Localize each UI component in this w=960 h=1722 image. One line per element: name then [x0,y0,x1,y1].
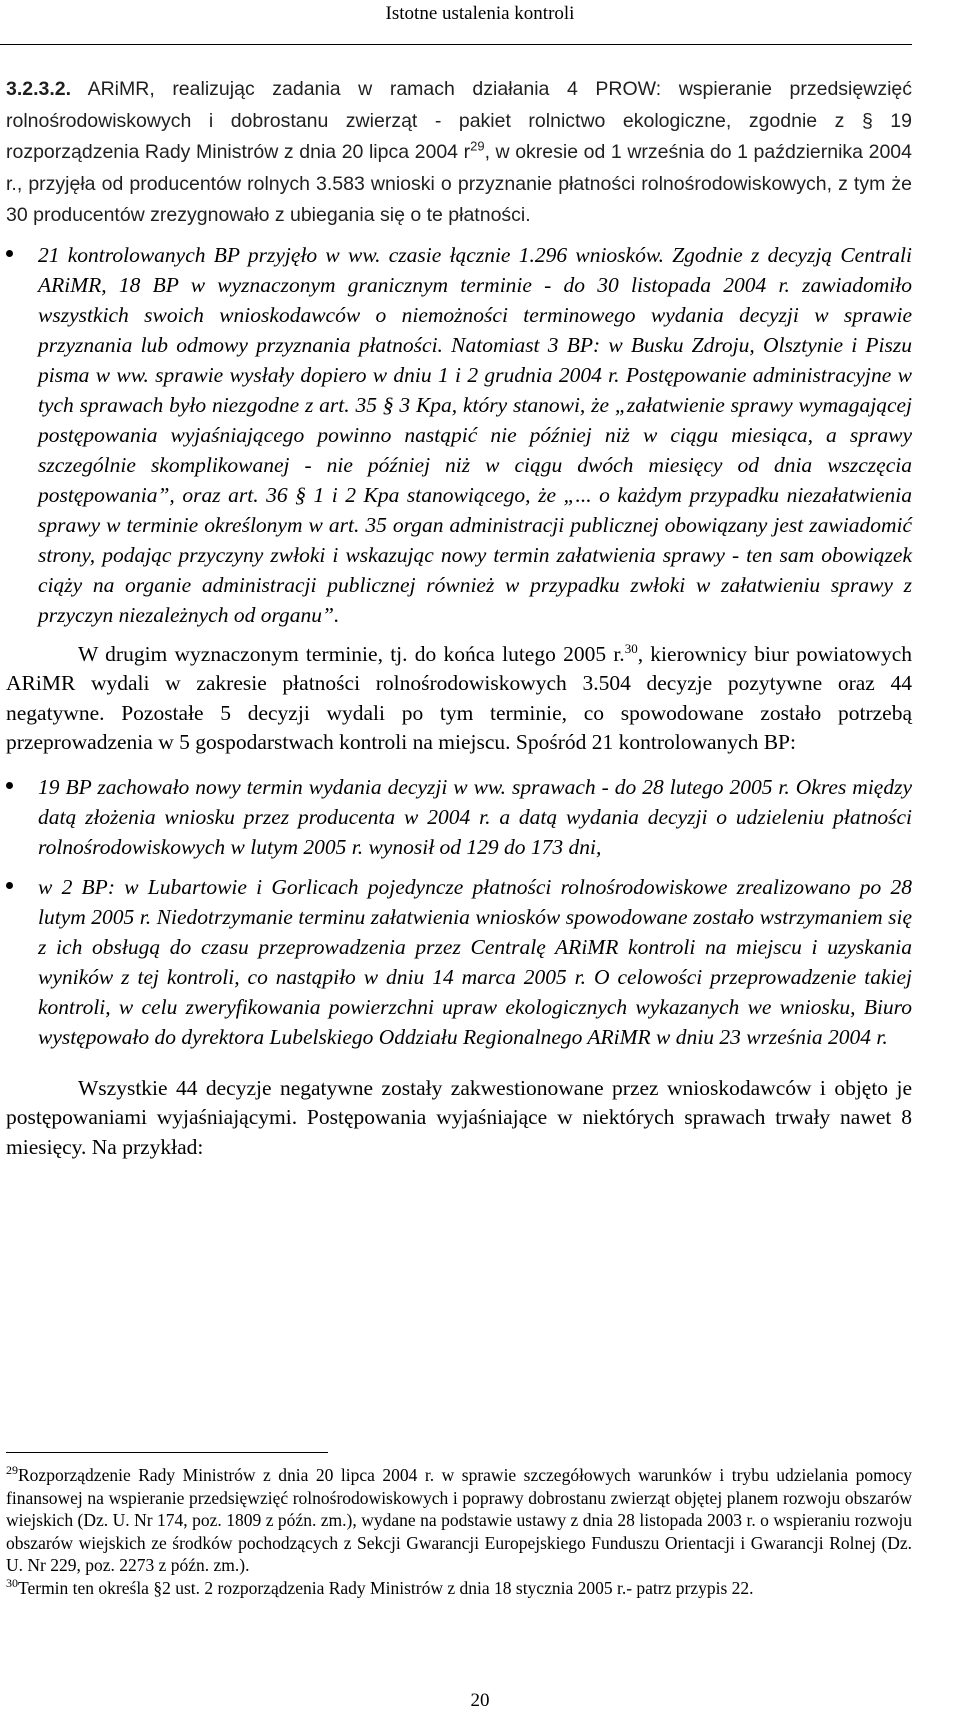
bullet-text: 19 BP zachowało nowy termin wydania decyzji w ww. sprawach - do 28 lutego 2005 r. Okres między datą złożenia wniosku przez producenta w 2004 r. a datą wydania decyzji o udzieleniu płatności rolnośrodowiskowych w lutym 2005 r. wynosił od 129 do 173 dni, [38,774,912,859]
bullet-mark [6,782,13,789]
footnote-30 [6,1577,912,1600]
footnotes [6,1464,912,1599]
paragraph [6,640,912,758]
footnote-rule [6,1452,328,1453]
footnote-number: 29 [6,1463,18,1478]
footnote-text: Termin ten określa §2 ust. 2 rozporządzenia Rady Ministrów z dnia 18 stycznia 2005 r.- patrz przypis 22. [18,1577,754,1598]
bullet-mark [6,882,13,889]
header-rule [0,44,912,45]
paragraph-text-continued: , kierownicy biur powiatowych ARiMR wydali w zakresie płatności rolnośrodowiskowych 3.504 decyzje pozytywne oraz 44 negatywne. Pozostałe 5 decyzji wydali po tym terminie, co spowodowane zostało potrzebą przeprowadzenia w 5 gospodarstwach kontroli na miejscu. Spośród 21 kontrolowanych BP: [6,641,912,754]
running-header: Istotne ustalenia kontroli [385,3,575,24]
section-paragraph [6,74,912,232]
bullet-item [6,240,912,630]
footnote-ref-29[interactable]: 29 [470,138,485,154]
bullet-text: 21 kontrolowanych BP przyjęło w ww. czasie łącznie 1.296 wniosków. Zgodnie z decyzją Centrali ARiMR, 18 BP w wyznaczonym granicznym terminie - do 30 listopada 2004 r. zawiadomiło wszystkich swoich wnioskodawców o niemożności terminowego wydania decyzji w sprawie przyznania lub odmowy przyznania płatności. Natomiast 3 BP: w Busku Zdroju, Olsztynie i Piszu pisma w ww. sprawie wysłały dopiero w dniu 1 i 2 grudnia 2004 r. Postępowanie administracyjne w tych sprawach było niezgodne z art. 35 § 3 Kpa, który stanowi, że „załatwienie sprawy wymagającej postępowania wyjaśniającego powinno nastąpić nie później niż w ciągu miesiąca, a sprawy szczególnie skomplikowanej - nie później niż w ciągu dwóch miesięcy od dnia wszczęcia postępowania”, oraz art. 36 § 1 i 2 Kpa stanowiącego, że „... o każdym przypadku niezałatwienia sprawy w terminie określonym w art. 35 organ administracji publicznej obowiązany jest zawiadomić strony, podając przyczyny zwłoki i wskazując nowy termin załatwienia sprawy - ten sam obowiązek ciąży na organie administracji publicznej również w przypadku zwłoki w załatwieniu sprawy z przyczyn niezależnych od organu”. [38,242,912,627]
bullet-text: w 2 BP: w Lubartowie i Gorlicach pojedyncze płatności rolnośrodowiskowe zrealizowano po 28 lutym 2005 r. Niedotrzymanie terminu załatwienia wniosków spowodowane zostało wstrzymaniem się z ich obsługą do czasu przeprowadzenia przez Centralę ARiMR kontroli na miejscu i uzyskania wyników z tej kontroli, co nastąpiło w dniu 14 marca 2005 r. O celowości przeprowadzenie takiej kontroli, w celu zweryfikowania powierzchni upraw ekologicznych wykazanych we wniosku, Biuro występowało do dyrektora Lubelskiego Oddziału Regionalnego ARiMR w dniu 23 września 2004 r. [38,874,912,1049]
bullet-mark [6,250,13,257]
section-text-continued: , w okresie od 1 września do 1 października 2004 r., przyjęła od producentów rolnych 3.583 wnioski o przyznanie płatności rolnośrodowiskowych, z tym że 30 producentów zrezygnowało z ubiegania się o te płatności. [6,141,912,226]
paragraph-text: W drugim wyznaczonym terminie, tj. do końca lutego 2005 r. [78,641,625,666]
section-number: 3.2.3.2. [6,78,72,100]
bullet-item [6,872,912,1052]
section-text: ARiMR, realizując zadania w ramach działania 4 PROW: wspieranie przedsięwzięć rolnośrodowiskowych i dobrostanu zwierząt - pakiet rolnictwo ekologiczne, zgodnie z § 19 rozporządzenia Rady Ministrów z dnia 20 lipca 2004 r [6,78,912,163]
footnote-ref-30[interactable]: 30 [624,640,638,656]
footnote-29 [6,1464,912,1577]
page-number: 20 [470,1690,490,1711]
footnote-number: 30 [6,1575,18,1590]
main-text [6,74,912,1162]
footnote-text: Rozporządzenie Rady Ministrów z dnia 20 lipca 2004 r. w sprawie szczegółowych warunków i trybu udzielania pomocy finansowej na wspieranie przedsięwzięć rolnośrodowiskowych i poprawy dobrostanu zwierząt objętej planem rozwoju obszarów wiejskich (Dz. U. Nr 174, poz. 1809 z późn. zm.), wydane na podstawie ustawy z dnia 28 listopada 2003 r. o wspieraniu rozwoju obszarów wiejskich ze środków pochodzących z Sekcji Gwarancji Europejskiego Funduszu Orientacji i Gwarancji Rolnej (Dz. U. Nr 229, poz. 2273 z późn. zm.). [6,1465,912,1575]
paragraph: Wszystkie 44 decyzje negatywne zostały zakwestionowane przez wnioskodawców i objęto je postępowaniami wyjaśniającymi. Postępowania wyjaśniające w niektórych sprawach trwały nawet 8 miesięcy. Na przykład: [6,1075,912,1159]
bullet-item [6,772,912,862]
